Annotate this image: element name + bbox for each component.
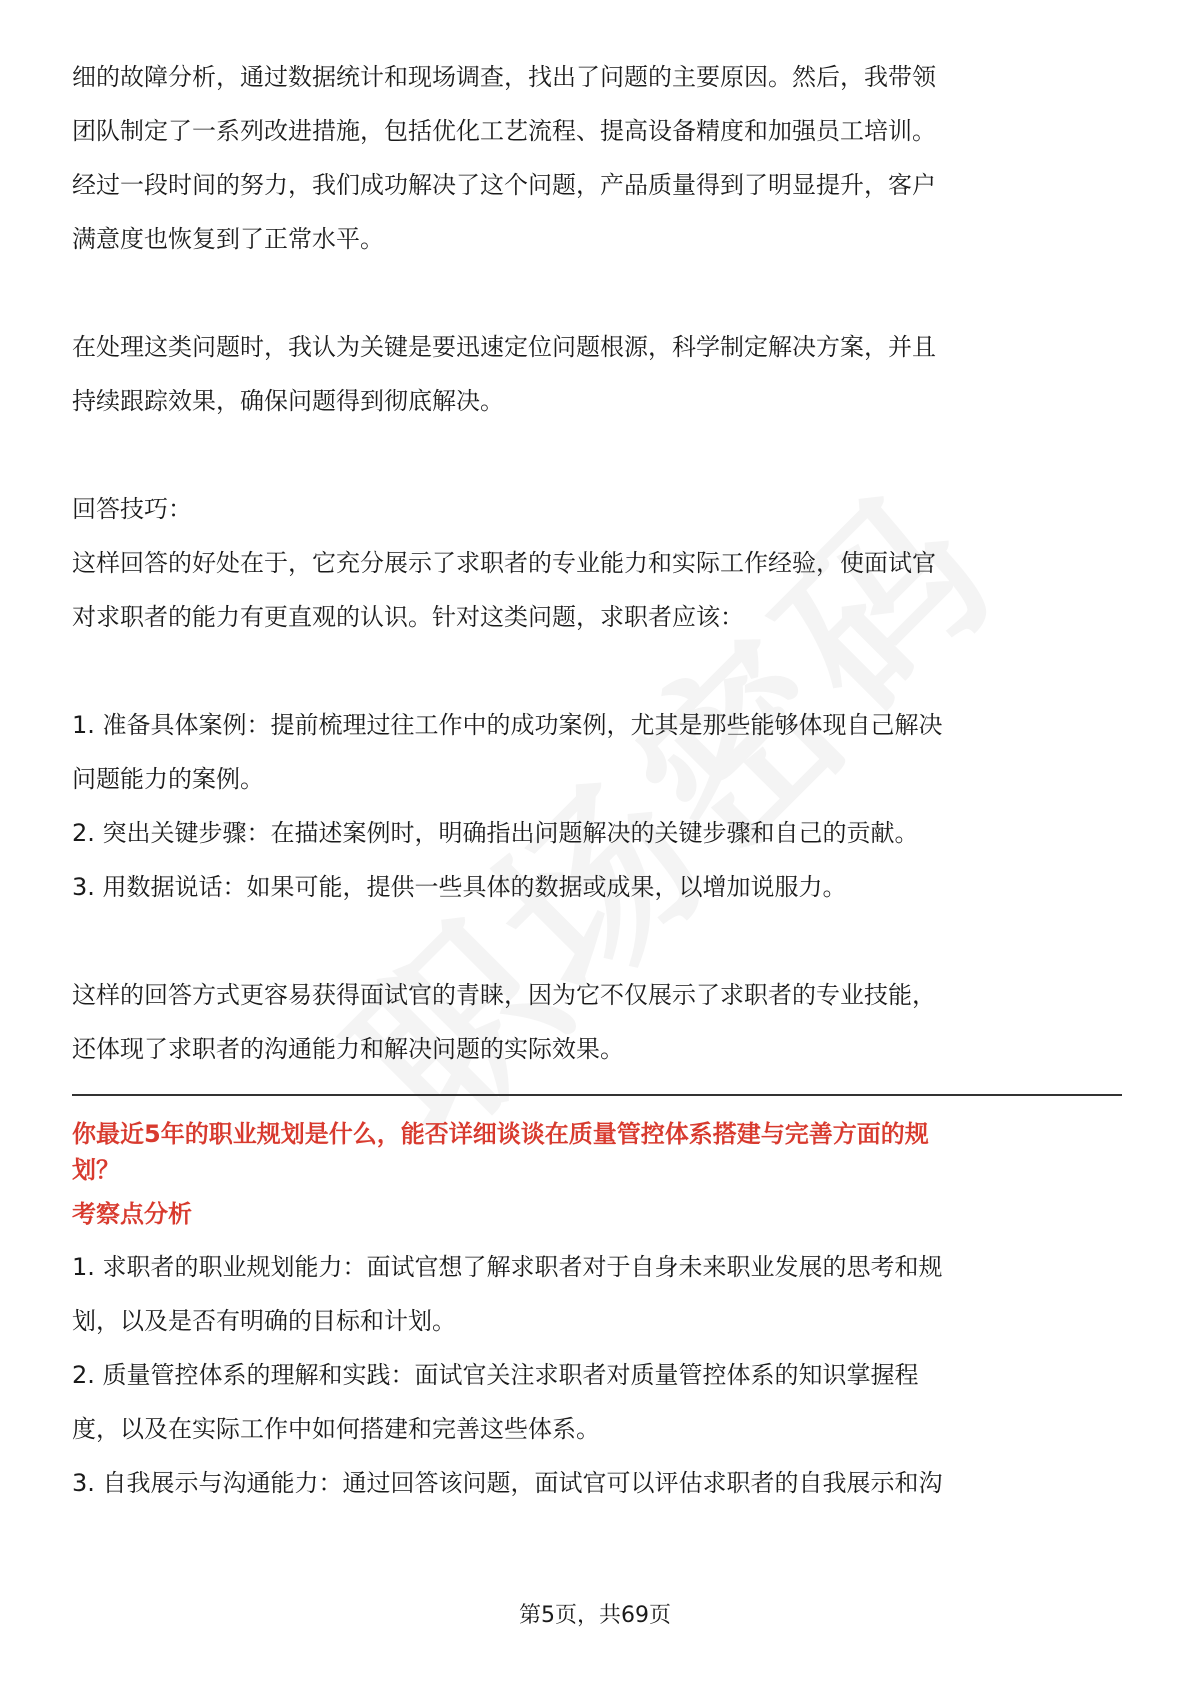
question-title bbox=[72, 1116, 1122, 1188]
text-line: 经过一段时间的努力，我们成功解决了这个问题，产品质量得到了明显提升，客户 bbox=[72, 171, 936, 199]
list-item: 问题能力的案例。 bbox=[72, 765, 264, 793]
question-title-line: 划？ bbox=[72, 1156, 120, 1184]
text-line: 还体现了求职者的沟通能力和解决问题的实际效果。 bbox=[72, 1035, 624, 1063]
list-item: 2. 质量管控体系的理解和实践：面试官关注求职者对质量管控体系的知识掌握程 bbox=[72, 1361, 919, 1389]
paragraph-gap bbox=[72, 266, 1122, 320]
list-item: 1. 求职者的职业规划能力：面试官想了解求职者对于自身未来职业发展的思考和规 bbox=[72, 1253, 943, 1281]
list-item: 度，以及在实际工作中如何搭建和完善这些体系。 bbox=[72, 1415, 600, 1443]
text-line: 团队制定了一系列改进措施，包括优化工艺流程、提高设备精度和加强员工培训。 bbox=[72, 117, 936, 145]
page-number: 第5页，共69页 bbox=[519, 1603, 671, 1628]
paragraph-gap bbox=[72, 644, 1122, 698]
text-line: 这样回答的好处在于，它充分展示了求职者的专业能力和实际工作经验，使面试官 bbox=[72, 549, 936, 577]
text-line: 持续跟踪效果，确保问题得到彻底解决。 bbox=[72, 387, 504, 415]
question-title-line: 你最近5年的职业规划是什么，能否详细谈谈在质量管控体系搭建与完善方面的规 bbox=[72, 1120, 929, 1148]
tips-list bbox=[72, 698, 1122, 914]
conclusion-paragraph bbox=[72, 968, 1122, 1076]
text-line: 这样的回答方式更容易获得面试官的青睐，因为它不仅展示了求职者的专业技能， bbox=[72, 981, 936, 1009]
text-line: 细的故障分析，通过数据统计和现场调查，找出了问题的主要原因。然后，我带领 bbox=[72, 63, 936, 91]
text-line: 在处理这类问题时，我认为关键是要迅速定位问题根源，科学制定解决方案，并且 bbox=[72, 333, 936, 361]
tips-paragraph bbox=[72, 536, 1122, 644]
paragraph-gap bbox=[72, 914, 1122, 968]
text-line: 对求职者的能力有更直观的认识。针对这类问题，求职者应该： bbox=[72, 603, 744, 631]
page-content bbox=[72, 50, 1122, 1510]
analysis-heading: 考察点分析 bbox=[72, 1200, 192, 1228]
answer-paragraph-2 bbox=[72, 320, 1122, 428]
answer-paragraph-1 bbox=[72, 50, 1122, 266]
list-item: 3. 自我展示与沟通能力：通过回答该问题，面试官可以评估求职者的自我展示和沟 bbox=[72, 1469, 943, 1497]
list-item: 3. 用数据说话：如果可能，提供一些具体的数据或成果，以增加说服力。 bbox=[72, 873, 847, 901]
list-item: 2. 突出关键步骤：在描述案例时，明确指出问题解决的关键步骤和自己的贡献。 bbox=[72, 819, 919, 847]
text-line: 满意度也恢复到了正常水平。 bbox=[72, 225, 384, 253]
list-item: 划，以及是否有明确的目标和计划。 bbox=[72, 1307, 456, 1335]
analysis-points bbox=[72, 1240, 1122, 1510]
paragraph-gap bbox=[72, 428, 1122, 482]
list-item: 1. 准备具体案例：提前梳理过往工作中的成功案例，尤其是那些能够体现自己解决 bbox=[72, 711, 943, 739]
tips-heading: 回答技巧： bbox=[72, 495, 192, 523]
section-divider bbox=[72, 1094, 1122, 1096]
